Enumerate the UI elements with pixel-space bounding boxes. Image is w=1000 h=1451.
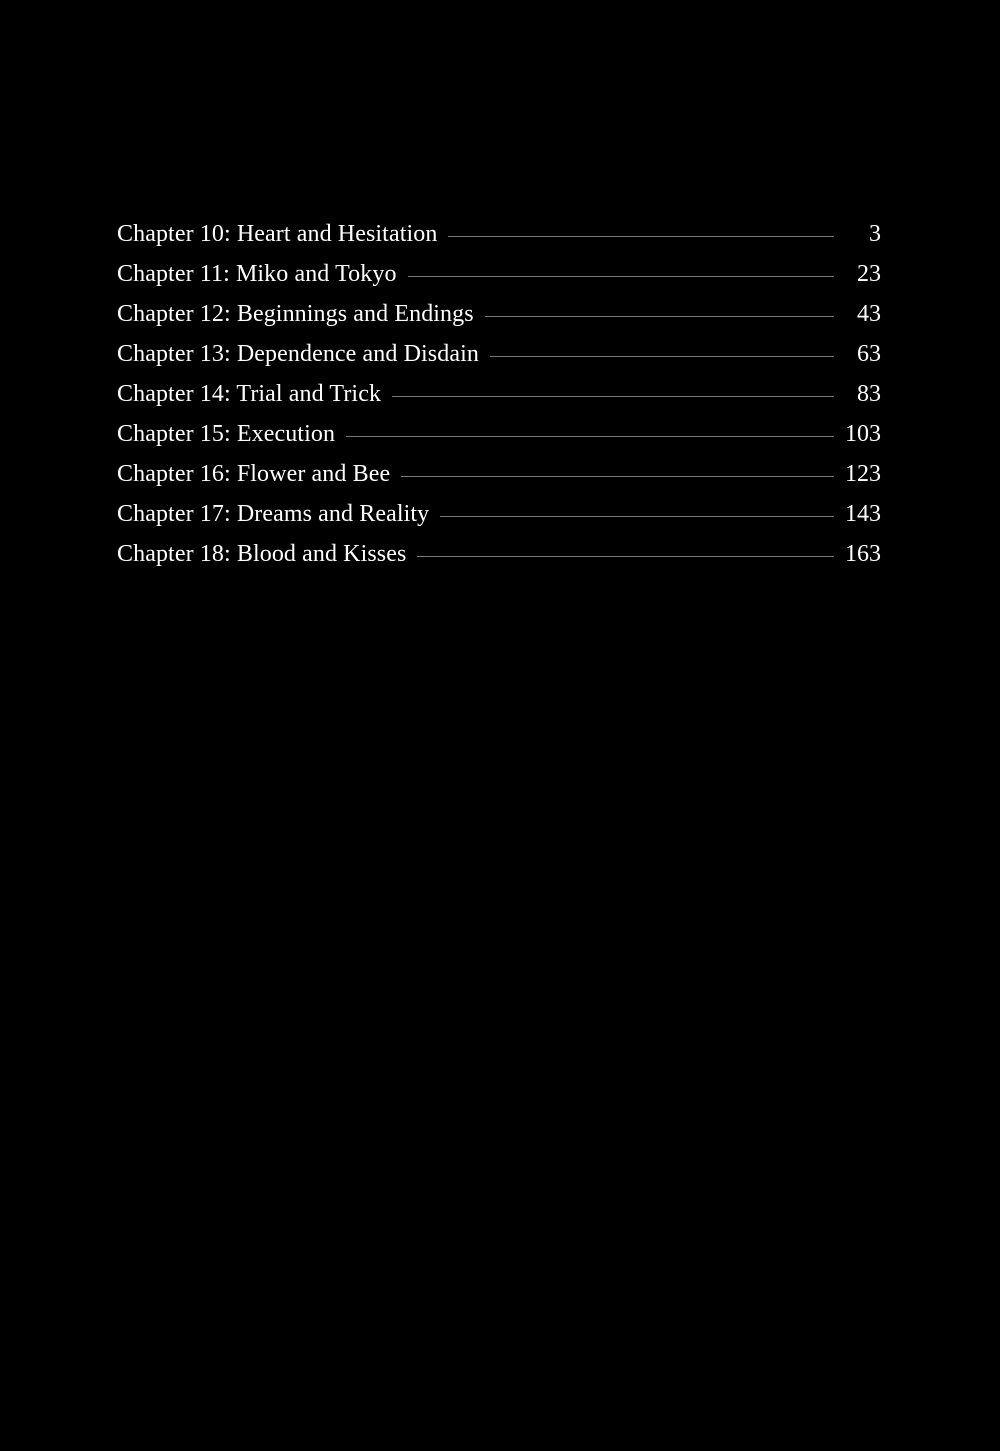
toc-entry-title: Chapter 15: Execution [117, 421, 336, 447]
toc-entry-title: Chapter 12: Beginnings and Endings [117, 301, 474, 327]
toc-entry-page: 163 [845, 541, 881, 567]
toc-leader-line [485, 316, 834, 317]
toc-entry [117, 214, 881, 254]
toc-entry-title: Chapter 11: Miko and Tokyo [117, 261, 397, 287]
toc-entry [117, 534, 881, 574]
toc-entry-page: 23 [857, 261, 881, 287]
toc-entry-page: 143 [845, 501, 881, 527]
toc-entry [117, 334, 881, 374]
toc-leader-line [417, 556, 834, 557]
toc-leader-line [448, 236, 834, 237]
toc-entry [117, 494, 881, 534]
toc-leader-line [440, 516, 834, 517]
toc-entry [117, 294, 881, 334]
toc-entry [117, 254, 881, 294]
toc-leader-line [392, 396, 834, 397]
toc-entry-title: Chapter 10: Heart and Hesitation [117, 221, 438, 247]
toc-entry-page: 123 [845, 461, 881, 487]
toc-entry-page: 63 [857, 341, 881, 367]
toc-entry [117, 374, 881, 414]
toc-entry-page: 103 [845, 421, 881, 447]
toc-leader-line [408, 276, 834, 277]
toc-entry-title: Chapter 18: Blood and Kisses [117, 541, 407, 567]
toc-entry-title: Chapter 17: Dreams and Reality [117, 501, 430, 527]
toc-leader-line [346, 436, 834, 437]
toc-leader-line [401, 476, 834, 477]
toc-entry-page: 43 [857, 301, 881, 327]
toc-entry [117, 414, 881, 454]
toc-entry-page: 83 [857, 381, 881, 407]
toc-entry-page: 3 [869, 221, 881, 247]
toc-entry-title: Chapter 13: Dependence and Disdain [117, 341, 479, 367]
table-of-contents [117, 214, 881, 574]
toc-entry [117, 454, 881, 494]
toc-entry-title: Chapter 14: Trial and Trick [117, 381, 382, 407]
toc-entry-title: Chapter 16: Flower and Bee [117, 461, 391, 487]
toc-leader-line [490, 356, 834, 357]
